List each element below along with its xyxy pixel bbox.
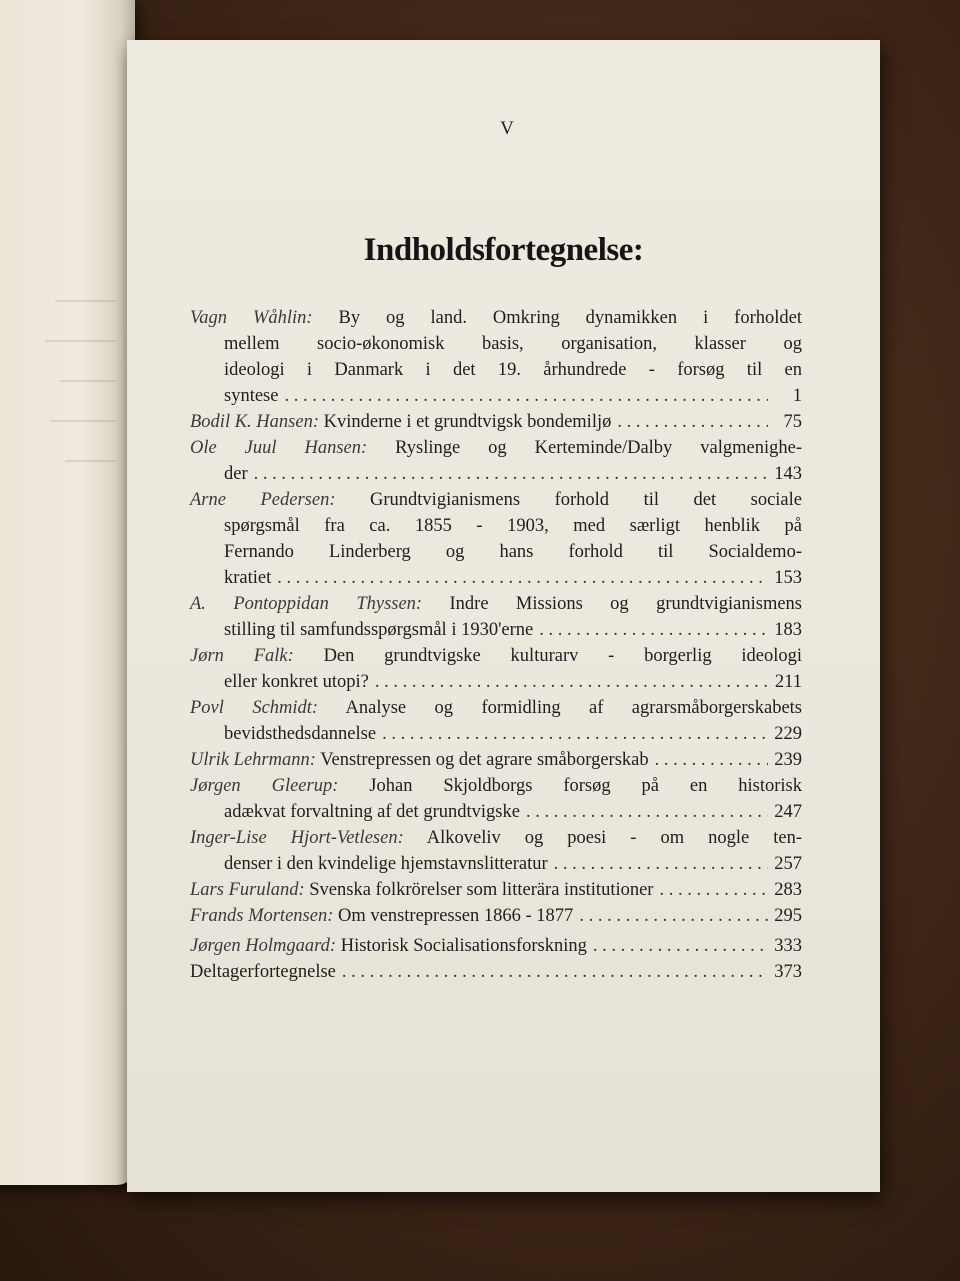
toc-last-line <box>190 959 802 985</box>
toc-page-number: 295 <box>774 906 802 926</box>
toc-author: Jørgen Holmgaard: <box>190 936 337 956</box>
toc-entry <box>190 643 802 695</box>
toc-line <box>190 643 802 669</box>
toc-title-text: der <box>224 464 248 484</box>
toc-entry <box>190 747 802 773</box>
toc-entry <box>190 877 802 903</box>
toc-title-text: bevidsthedsdannelse <box>224 724 377 744</box>
toc-title-text: eller konkret utopi? <box>224 672 369 692</box>
toc-line-text <box>224 461 248 487</box>
toc-title-text: Indre Missions og grundtvigianismens <box>449 594 803 614</box>
toc-entry <box>190 959 802 985</box>
dot-leader <box>579 903 768 929</box>
toc-page-number: 229 <box>774 724 802 744</box>
toc-title-text: Analyse og formidling af agrarsmåborgerskabets <box>345 698 803 718</box>
facing-page <box>0 0 135 1185</box>
toc-page-number: 257 <box>774 854 802 874</box>
toc-page-number: 239 <box>774 750 802 770</box>
toc-last-line <box>190 877 802 903</box>
toc-entry <box>190 487 802 591</box>
toc-line-text <box>224 721 376 747</box>
toc-author: Povl Schmidt: <box>190 698 319 718</box>
toc-author: Bodil K. Hansen: <box>190 412 319 432</box>
toc-page-number: 153 <box>774 568 802 588</box>
toc-entry <box>190 773 802 825</box>
toc-entry <box>190 305 802 409</box>
toc-title-text: Svenska folkrörelser som litterära institutioner <box>309 880 654 900</box>
toc-page-number: 333 <box>774 936 802 956</box>
toc-line <box>190 539 802 565</box>
toc-line-text <box>224 617 533 643</box>
toc-line-text <box>190 747 649 773</box>
toc-entry <box>190 591 802 643</box>
toc-line-text <box>190 903 573 929</box>
toc-page-number: 183 <box>774 620 802 640</box>
page-number: V <box>500 118 514 139</box>
toc-line-text <box>190 877 653 903</box>
dot-leader <box>554 851 768 877</box>
toc-author: Jørgen Gleerup: <box>190 776 339 796</box>
page-title: Indholdsfortegnelse: <box>363 232 644 268</box>
toc-last-line <box>190 565 802 591</box>
toc-author: Arne Pedersen: <box>190 490 336 510</box>
dot-leader <box>254 461 768 487</box>
toc-title-text: kratiet <box>224 568 272 588</box>
toc-author: Lars Furuland: <box>190 880 305 900</box>
toc-title-text: mellem socio-økonomisk basis, organisation, klasser og <box>224 334 802 354</box>
toc-page-number: 143 <box>774 464 802 484</box>
table-of-contents <box>190 305 802 985</box>
toc-page-number: 283 <box>774 880 802 900</box>
toc-title-text: Deltagerfortegnelse <box>190 962 336 982</box>
toc-line-text <box>224 851 548 877</box>
toc-entry <box>190 825 802 877</box>
toc-page-number: 75 <box>783 412 802 432</box>
dot-leader <box>526 799 768 825</box>
toc-line-text <box>224 565 271 591</box>
toc-title-text: adækvat forvaltning af det grundtvigske <box>224 802 520 822</box>
toc-title-text: stilling til samfundsspørgsmål i 1930'erne <box>224 620 534 640</box>
toc-line <box>190 513 802 539</box>
dot-leader <box>593 933 768 959</box>
toc-page-number: 247 <box>774 802 802 822</box>
toc-last-line <box>190 461 802 487</box>
toc-page-number: 211 <box>774 672 802 692</box>
toc-page-number: 373 <box>774 962 802 982</box>
dot-leader <box>659 877 768 903</box>
toc-entry <box>190 933 802 959</box>
toc-line <box>190 695 802 721</box>
toc-title-text: ideologi i Danmark i det 19. århundrede - forsøg til en <box>224 360 802 380</box>
toc-last-line <box>190 721 802 747</box>
toc-line <box>190 487 802 513</box>
dot-leader <box>277 565 768 591</box>
toc-title-text: syntese <box>224 386 279 406</box>
toc-last-line <box>190 617 802 643</box>
toc-entry <box>190 903 802 929</box>
toc-last-line <box>190 747 802 773</box>
toc-entry <box>190 695 802 747</box>
toc-last-line <box>190 799 802 825</box>
toc-page-number: 1 <box>792 386 802 406</box>
toc-line <box>190 305 802 331</box>
toc-entry <box>190 435 802 487</box>
toc-line <box>190 773 802 799</box>
dot-leader <box>539 617 768 643</box>
toc-line <box>190 331 802 357</box>
toc-title-text: Den grundtvigske kulturarv - borgerlig ideologi <box>323 646 802 666</box>
toc-line <box>190 435 802 461</box>
toc-line <box>190 825 802 851</box>
toc-author: Ole Juul Hansen: <box>190 438 368 458</box>
toc-title-text: Alkoveliv og poesi - om nogle ten- <box>426 828 802 848</box>
toc-last-line <box>190 933 802 959</box>
toc-title-text: Historisk Socialisationsforskning <box>340 936 587 956</box>
toc-author: Jørn Falk: <box>190 646 294 666</box>
toc-line <box>190 591 802 617</box>
dot-leader <box>375 669 768 695</box>
toc-author: A. Pontoppidan Thyssen: <box>190 594 423 614</box>
dot-leader <box>342 959 768 985</box>
dot-leader <box>617 409 768 435</box>
toc-title-text: Venstrepressen og det agrare småborgerskab <box>320 750 649 770</box>
toc-line-text <box>224 383 278 409</box>
toc-line-text <box>224 669 369 695</box>
toc-last-line <box>190 851 802 877</box>
toc-title-text: denser i den kvindelige hjemstavnslitteratur <box>224 854 548 874</box>
toc-title-text: By og land. Omkring dynamikken i forholdet <box>338 308 802 328</box>
toc-title-text: Fernando Linderberg og hans forhold til Socialdemo- <box>224 542 802 562</box>
toc-title-text: spørgsmål fra ca. 1855 - 1903, med særligt henblik på <box>224 516 802 536</box>
toc-author: Inger-Lise Hjort-Vetlesen: <box>190 828 404 848</box>
toc-author: Vagn Wåhlin: <box>190 308 313 328</box>
book-page <box>127 40 880 1192</box>
toc-line <box>190 357 802 383</box>
toc-last-line <box>190 409 802 435</box>
toc-line-text <box>190 933 587 959</box>
toc-line-text <box>190 409 611 435</box>
toc-last-line <box>190 903 802 929</box>
toc-title-text: Grundtvigianismens forhold til det sociale <box>370 490 802 510</box>
toc-author: Frands Mortensen: <box>190 906 334 926</box>
toc-title-text: Johan Skjoldborgs forsøg på en historisk <box>369 776 802 796</box>
dot-leader <box>382 721 768 747</box>
toc-entry <box>190 409 802 435</box>
toc-title-text: Kvinderne i et grundtvigsk bondemiljø <box>323 412 612 432</box>
toc-line-text <box>190 959 336 985</box>
toc-line-text <box>224 799 520 825</box>
toc-title-text: Ryslinge og Kerteminde/Dalby valgmenighe- <box>395 438 802 458</box>
dot-leader <box>655 747 768 773</box>
toc-last-line <box>190 383 802 409</box>
dot-leader <box>284 383 768 409</box>
toc-title-text: Om venstrepressen 1866 - 1877 <box>337 906 574 926</box>
toc-author: Ulrik Lehrmann: <box>190 750 316 770</box>
toc-last-line <box>190 669 802 695</box>
